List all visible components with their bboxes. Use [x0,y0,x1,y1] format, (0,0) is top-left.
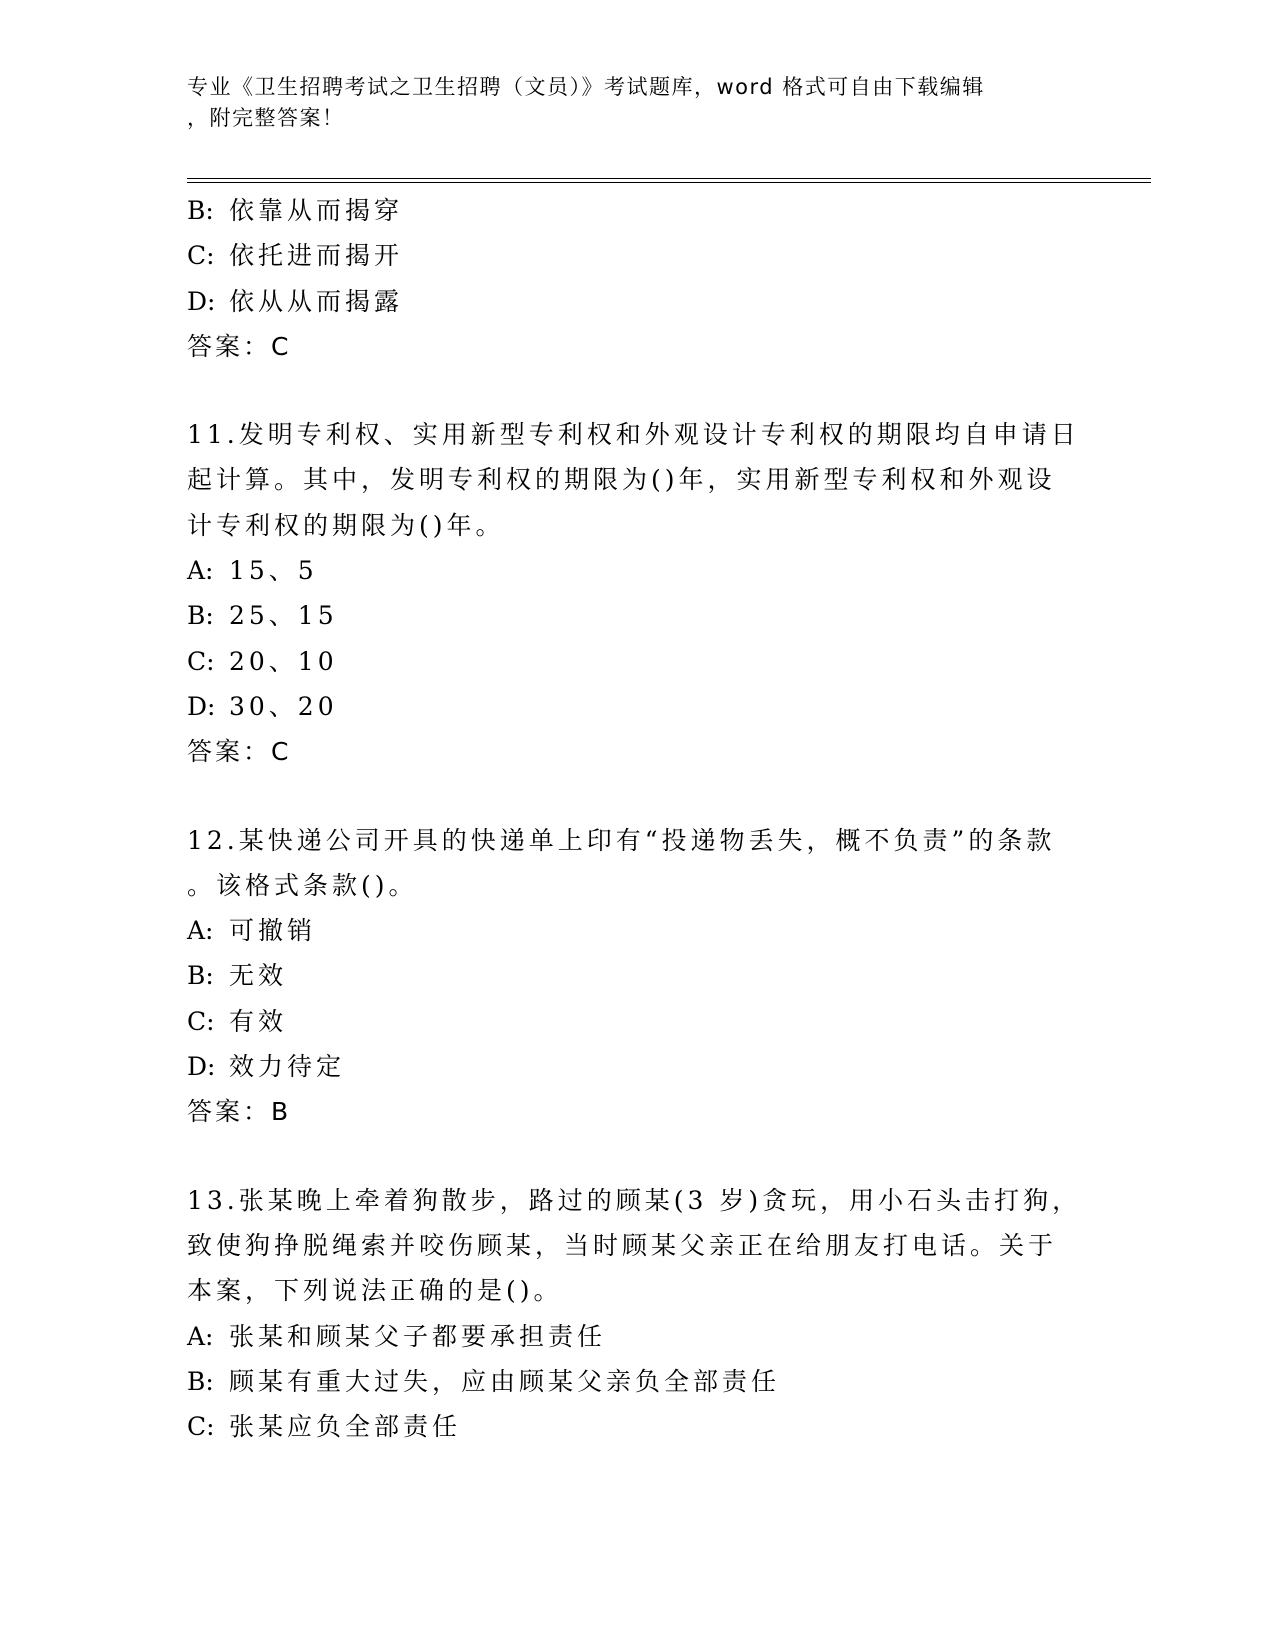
option-row [187,999,1087,1044]
option-text: 有效 [229,1006,288,1036]
question-stem-line: 起计算。其中，发明专利权的期限为()年，实用新型专利权和外观设 [187,465,1056,495]
option-key: D: [187,1052,216,1082]
question-stem-line: 计专利权的期限为()年。 [187,510,505,540]
option-key: A: [187,916,214,946]
option-text: 可撤销 [229,916,317,946]
answer-line: 答案：C [187,737,292,767]
option-text: 20、10 [229,646,338,676]
option-row [187,1359,1087,1404]
question-spacer [187,369,1087,412]
option-text: 依托进而揭开 [229,241,404,271]
question-block-11 [187,412,1087,774]
question-block-13 [187,1178,1087,1450]
answer-line: 答案：C [187,331,292,361]
header-divider-top [187,178,1151,179]
option-key: B: [187,601,214,631]
option-key: C: [187,1006,215,1036]
option-row [187,684,1087,729]
option-row [187,188,1087,233]
option-row [187,1314,1087,1359]
option-text: 张某和顾某父子都要承担责任 [229,1321,607,1351]
option-key: A: [187,1321,214,1351]
document-header [187,72,1067,134]
question-stem-line: 致使狗挣脱绳索并咬伤顾某，当时顾某父亲正在给朋友打电话。关于 [187,1230,1058,1260]
option-key: B: [187,196,214,225]
option-text: 无效 [229,961,288,991]
header-line-1: 专业《卫生招聘考试之卫生招聘（文员）》考试题库，word 格式可自由下载编辑 [187,75,985,99]
option-row [187,639,1087,684]
option-text: 25、15 [229,601,338,631]
option-text: 30、20 [229,691,338,721]
header-divider-bottom [187,182,1151,183]
option-key: B: [187,961,214,991]
option-row [187,953,1087,998]
option-row [187,593,1087,638]
option-row [187,1404,1087,1449]
option-key: D: [187,691,216,721]
question-content [187,188,1087,1449]
option-row [187,233,1087,278]
question-spacer [187,1135,1087,1178]
option-text: 效力待定 [229,1052,346,1082]
option-key: D: [187,286,216,316]
question-stem-line: 12.某快递公司开具的快递单上印有“投递物丢失，概不负责”的条款 [187,825,1056,855]
question-stem-line: 13.张某晚上牵着狗散步，路过的顾某(3 岁)贪玩，用小石头击打狗， [187,1185,1082,1215]
option-key: C: [187,1412,215,1442]
option-row [187,548,1087,593]
header-line-2: ，附完整答案！ [187,106,345,130]
question-stem-line: 11.发明专利权、实用新型专利权和外观设计专利权的期限均自申请日 [187,420,1080,450]
option-text: 15、5 [229,556,318,586]
option-text: 依靠从而揭穿 [229,196,404,225]
option-row [187,908,1087,953]
option-row [187,1044,1087,1089]
option-key: C: [187,646,215,676]
question-stem-line: 。该格式条款()。 [187,870,418,900]
question-spacer [187,775,1087,818]
answer-line: 答案：B [187,1097,292,1127]
option-key: B: [187,1366,214,1396]
option-text: 依从从而揭露 [229,286,404,316]
option-row [187,279,1087,324]
option-key: C: [187,241,215,271]
option-text: 顾某有重大过失，应由顾某父亲负全部责任 [229,1366,781,1396]
question-block-12 [187,818,1087,1135]
question-stem-line: 本案，下列说法正确的是()。 [187,1276,563,1306]
option-text: 张某应负全部责任 [229,1412,462,1442]
option-key: A: [187,556,214,586]
question-block-partial [187,188,1087,369]
